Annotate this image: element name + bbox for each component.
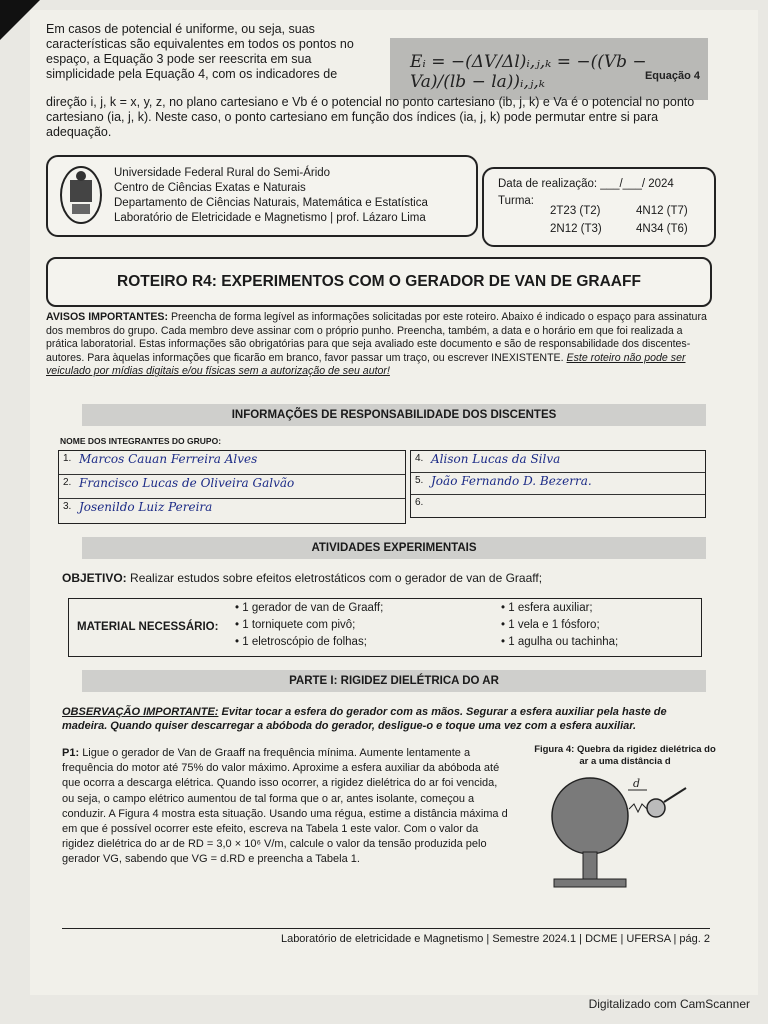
member-row — [59, 499, 405, 522]
member-row — [411, 451, 705, 473]
equation-4: Eᵢ = −(ΔV/Δl)ᵢ,ⱼ,ₖ = −((Vb − Va)/(lb − la))ᵢ,ⱼ,ₖ — [410, 52, 647, 92]
avisos-label: AVISOS IMPORTANTES: — [46, 311, 169, 323]
objetivo — [62, 571, 542, 585]
department-name: Departamento de Ciências Naturais, Matemática e Estatística — [114, 197, 428, 209]
section-heading: INFORMAÇÕES DE RESPONSABILIDADE DOS DISCENTES — [82, 404, 706, 426]
member-number: 2. — [63, 477, 72, 488]
observacao-label: OBSERVAÇÃO IMPORTANTE: — [62, 706, 219, 718]
material-item: • 1 esfera auxiliar; — [501, 602, 593, 614]
member-row — [411, 473, 705, 495]
material-item: • 1 vela e 1 fósforo; — [501, 619, 600, 631]
ufersa-logo — [58, 164, 104, 226]
section-heading: PARTE I: RIGIDEZ DIELÉTRICA DO AR — [82, 670, 706, 692]
member-name: Josenildo Luiz Pereira — [79, 500, 213, 514]
member-name: Alison Lucas da Silva — [431, 452, 561, 466]
avisos-paragraph — [46, 311, 712, 379]
member-name: Marcos Cauan Ferreira Alves — [79, 452, 258, 466]
member-number: 1. — [63, 453, 72, 464]
equation-box — [390, 38, 708, 100]
turma-option: 4N12 (T7) — [636, 205, 688, 217]
intro-paragraph: Em casos de potencial é uniforme, ou seja, suas características são equivalentes em todos os pontos no espaço, a Equação 3 pode ser reescrita em sua simplicidade pela Equação 4, com os indicadores de — [46, 22, 354, 81]
turma-option: 2N12 (T3) — [550, 223, 602, 235]
member-name: Francisco Lucas de Oliveira Galvão — [79, 476, 295, 490]
intro-continuation: direção i, j, k = x, y, z, no plano cartesiano e Vb é o potencial no ponto cartesiano (ib, j, k) e Va é o potencial no ponto cartesiano (ia, j, k). Neste caso, o ponto cartesiano em função dos índices (ia, j, k) pode permutar entre si para adequação. — [46, 95, 695, 139]
member-name: João Fernando D. Bezerra. — [431, 474, 592, 488]
objetivo-text: Realizar estudos sobre efeitos eletrostáticos com o gerador de van de Graaff; — [130, 571, 543, 585]
procedure-p1 — [62, 746, 508, 868]
observacao-text: Evitar tocar a esfera do gerador com as mãos. Segurar a esfera auxiliar pela haste de madeira. Quando quiser descarregar a abóboda do gerador, desligue-o e toque uma vez com a esfera auxiliar. — [62, 706, 667, 732]
objetivo-label: OBJETIVO: — [62, 571, 127, 585]
p1-label: P1: — [62, 747, 80, 759]
material-item: • 1 torniquete com pivô; — [235, 619, 356, 631]
material-box — [68, 598, 702, 657]
group-label: NOME DOS INTEGRANTES DO GRUPO: — [60, 436, 222, 446]
avisos-underlined: Este roteiro não pode ser veiculado por mídias digitais e/ou físicas sem a autorização de seu autor! — [46, 351, 686, 378]
member-number: 3. — [63, 501, 72, 512]
van-de-graaff-figure — [540, 776, 690, 892]
section-heading: ATIVIDADES EXPERIMENTAIS — [82, 537, 706, 559]
page-title: ROTEIRO R4: EXPERIMENTOS COM O GERADOR DE VAN DE GRAAFF — [46, 257, 712, 307]
turma-option: 4N34 (T6) — [636, 223, 688, 235]
figure-caption: Figura 4: Quebra da rigidez dielétrica do ar a uma distância d — [534, 744, 716, 767]
footer-rule — [62, 928, 710, 929]
members-table-right — [410, 450, 706, 518]
members-table-left — [58, 450, 406, 524]
material-item: • 1 eletroscópio de folhas; — [235, 636, 367, 648]
equation-label: Equação 4 — [644, 70, 700, 82]
center-name: Centro de Ciências Exatas e Naturais — [114, 182, 306, 194]
page-footer: Laboratório de eletricidade e Magnetismo | Semestre 2024.1 | DCME | UFERSA | pág. 2 — [280, 933, 710, 945]
turma-option: 2T23 (T2) — [550, 205, 601, 217]
institution-header — [46, 155, 478, 237]
material-label: MATERIAL NECESSÁRIO: — [77, 621, 219, 633]
member-number: 4. — [415, 453, 424, 464]
date-turma-box — [482, 167, 716, 247]
observacao — [62, 705, 712, 733]
turma-label: Turma: — [498, 195, 534, 207]
member-row — [59, 451, 405, 475]
scanner-watermark: Digitalizado com CamScanner — [588, 997, 750, 1011]
member-number: 6. — [415, 497, 424, 508]
material-item: • 1 agulha ou tachinha; — [501, 636, 619, 648]
university-name: Universidade Federal Rural do Semi-Árido — [114, 167, 331, 179]
material-item: • 1 gerador de van de Graaff; — [235, 602, 384, 614]
p1-text: Ligue o gerador de Van de Graaff na frequência mínima. Aumente lentamente a frequência do motor até 75% do valor máximo. Aproxime a esfera auxiliar da abóboda até que ocorra a descarga elétrica. Quando isso ocorrer, a rigidez dielétrica do ar foi vencida, ou seja, o campo elétrico aumentou de tal forma que o ar, antes isolante, começou a conduzir. A Figura 4 mostra esta situação. Usando uma régua, estime a distância máxima d em que é possível ocorrer este efeito, escreva na Tabela 1 este valor. Com o valor da rigidez dielétrica do ar de RD = 3,0 × 10⁶ V/m, calcule o valor da tensão produzida pelo gerador VG, sabendo que VG = d.RD e preencha a Tabela 1. — [62, 747, 508, 866]
member-number: 5. — [415, 475, 424, 486]
lab-name: Laboratório de Eletricidade e Magnetismo | prof. Lázaro Lima — [114, 212, 426, 224]
member-row — [411, 495, 705, 516]
avisos-text: Preencha de forma legível as informações solicitadas por este roteiro. Abaixo é indicado o espaço para assinatura dos membros do grupo. Cada membro deve assinar com o próprio punho. Preencha, também, a data e o horário em que foi realizada a prática laboratorial. Estas informações são obrigatórias para que seja avaliado este documento e são de responsabilidade dos discentes-autores. Para àquelas informações que ficarão em branco, favor passar um traço, ou escrever INEXISTENTE. — [46, 311, 707, 364]
distance-d-label: d — [633, 777, 641, 790]
date-field: Data de realização: ___/___/ 2024 — [498, 178, 674, 190]
member-row — [59, 475, 405, 499]
